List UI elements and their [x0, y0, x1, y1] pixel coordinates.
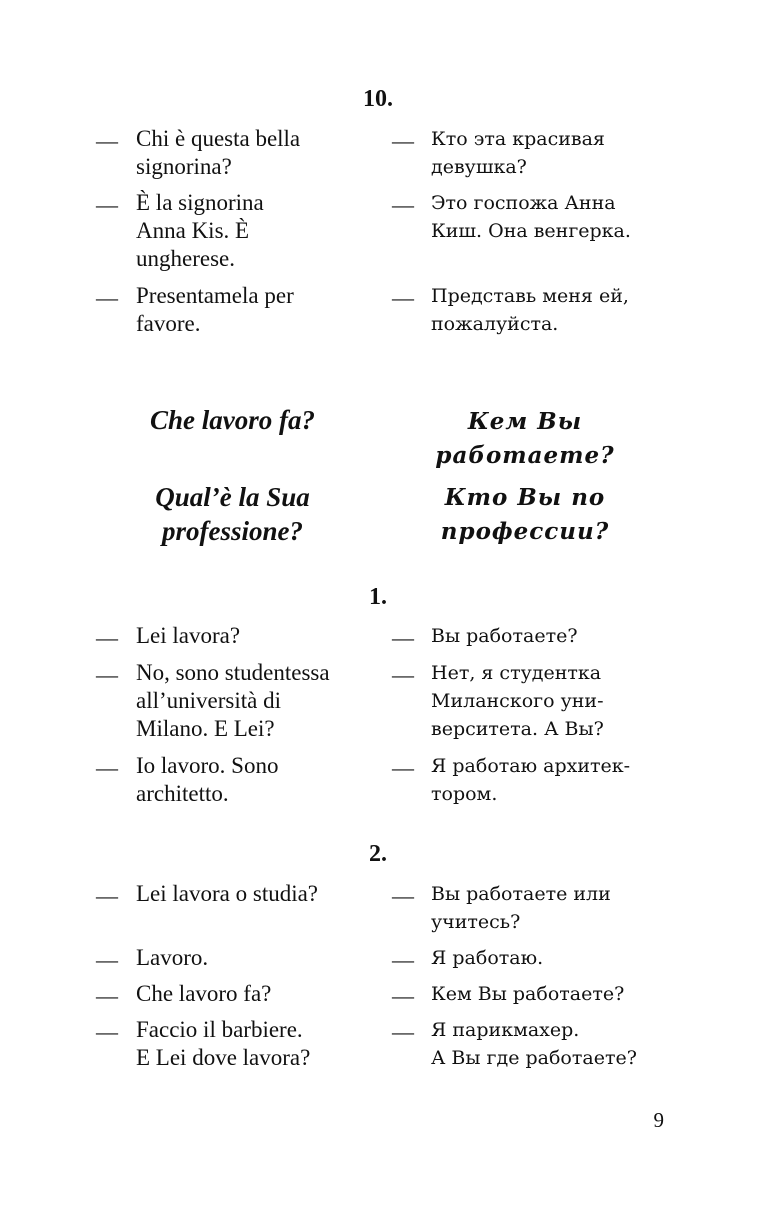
italian-text: Presentamela per favore. — [136, 283, 294, 336]
russian-text: Кем Вы работаете? — [431, 983, 625, 1005]
italian-text: Faccio il barbiere. E Lei dove lavora? — [136, 1017, 311, 1070]
russian-text: Я работаю. — [431, 947, 544, 969]
italian-text: Lei lavora o studia? — [136, 881, 319, 906]
heading-russian: Кем Вы работаете? — [435, 408, 615, 469]
heading-italian: Che lavoro fa? — [150, 405, 315, 435]
russian-text: Я работаю архитек- тором. — [431, 755, 631, 805]
italian-text: Lei lavora? — [136, 623, 241, 648]
russian-text: Представь меня ей, пожалуйста. — [431, 285, 629, 335]
italian-text: No, sono studentessa all’università di Milano. E Lei? — [136, 660, 330, 741]
russian-text: Кто эта красивая девушка? — [431, 128, 605, 178]
russian-text: Нет, я студентка Миланского уни- верситета. А Вы? — [431, 662, 604, 740]
dash-it: — — [96, 883, 118, 908]
dash-ru: — — [392, 755, 414, 780]
russian-text: Я парикмахер. А Вы где работаете? — [431, 1019, 637, 1069]
dash-it: — — [96, 128, 118, 153]
italian-text: Lavoro. — [136, 945, 209, 970]
russian-text: Это госпожа Анна Киш. Она венгерка. — [431, 192, 631, 242]
dash-ru: — — [392, 128, 414, 153]
page-number: 9 — [653, 1108, 664, 1132]
section-number: 10. — [363, 86, 393, 112]
section-number: 2. — [369, 841, 387, 867]
italian-text: Chi è questa bella signorina? — [136, 126, 301, 179]
dash-ru: — — [392, 192, 414, 217]
dash-it: — — [96, 285, 118, 310]
dash-ru: — — [392, 1019, 414, 1044]
dash-ru: — — [392, 662, 414, 687]
russian-text: Вы работаете или учитесь? — [431, 883, 611, 933]
dash-it: — — [96, 662, 118, 687]
dash-ru: — — [392, 947, 414, 972]
dash-ru: — — [392, 983, 414, 1008]
heading-russian: Кто Вы по профессии? — [440, 484, 610, 545]
italian-text: Che lavoro fa? — [136, 981, 272, 1006]
dash-ru: — — [392, 285, 414, 310]
dash-it: — — [96, 947, 118, 972]
italian-text: È la signorina Anna Kis. È ungherese. — [136, 190, 264, 271]
dash-ru: — — [392, 883, 414, 908]
section-number: 1. — [369, 584, 387, 610]
italian-text: Io lavoro. Sono architetto. — [136, 753, 279, 806]
heading-italian: Qual’è la Sua professione? — [155, 482, 310, 546]
russian-text: Вы работаете? — [431, 625, 578, 647]
dash-it: — — [96, 983, 118, 1008]
dash-ru: — — [392, 625, 414, 650]
dash-it: — — [96, 625, 118, 650]
dash-it: — — [96, 192, 118, 217]
dash-it: — — [96, 1019, 118, 1044]
dash-it: — — [96, 755, 118, 780]
